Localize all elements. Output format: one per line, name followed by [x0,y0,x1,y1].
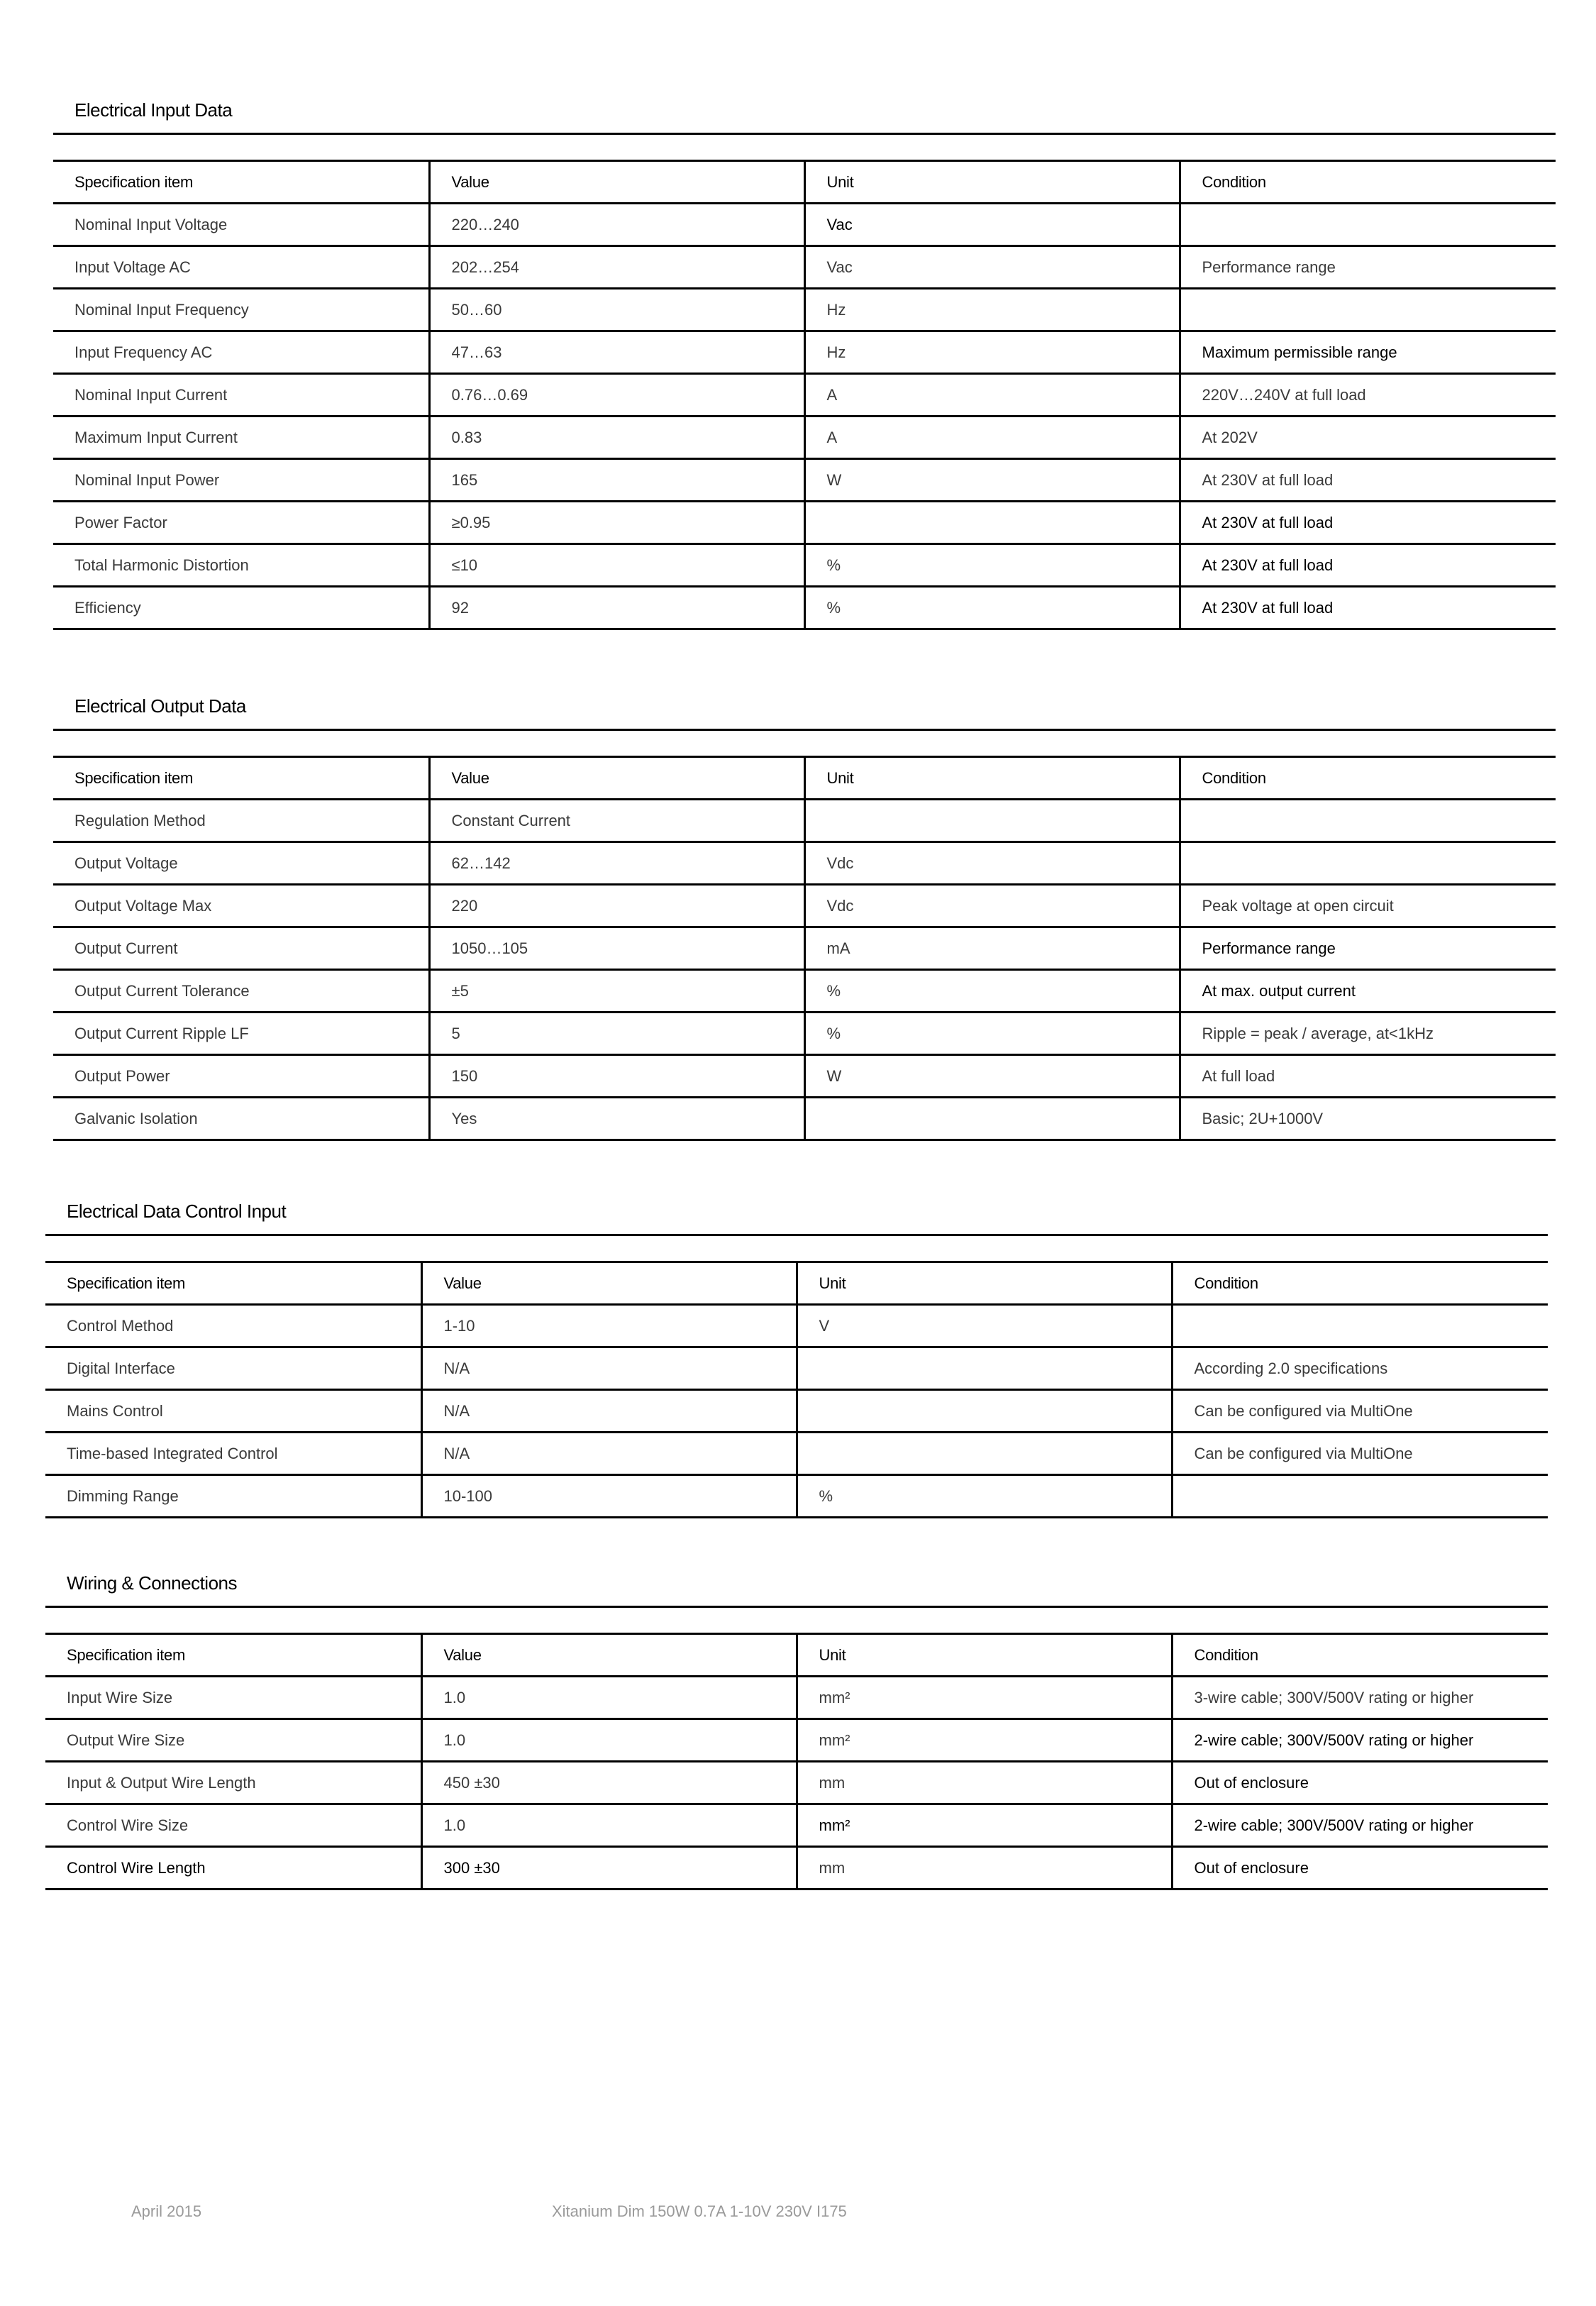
table-header-row [45,1262,1548,1305]
cell-value: 150 [429,1055,804,1098]
cell-item: Digital Interface [45,1347,421,1390]
cell-item: Input Frequency AC [53,331,429,374]
table-row [53,1055,1556,1098]
cell-condition: At full load [1180,1055,1556,1098]
cell-condition: Maximum permissible range [1180,331,1556,374]
cell-unit: mm² [797,1719,1172,1762]
cell-value: 0.83 [429,416,804,459]
header-value: Value [421,1634,797,1677]
header-spec-item: Specification item [53,161,429,204]
cell-condition: At 230V at full load [1180,587,1556,629]
cell-unit [804,800,1180,842]
table-row [53,970,1556,1013]
table-row [53,1013,1556,1055]
cell-condition: 3-wire cable; 300V/500V rating or higher [1172,1677,1548,1719]
cell-unit: A [804,374,1180,416]
title-divider [45,1234,1548,1236]
cell-condition: Out of enclosure [1172,1762,1548,1804]
table-row [45,1475,1548,1518]
header-spec-item: Specification item [45,1634,421,1677]
cell-condition [1172,1475,1548,1518]
footer-date: April 2015 [131,2202,202,2220]
footer-product-name: Xitanium Dim 150W 0.7A 1-10V 230V I175 [552,2202,847,2220]
cell-value: 1050…105 [429,927,804,970]
table-row [45,1347,1548,1390]
header-condition: Condition [1172,1262,1548,1305]
section-title: Electrical Input Data [74,99,233,121]
cell-item: Output Voltage Max [53,885,429,927]
cell-unit: % [804,587,1180,629]
cell-unit: Hz [804,289,1180,331]
header-condition: Condition [1172,1634,1548,1677]
cell-value: 1-10 [421,1305,797,1347]
spec-table-wiring [45,1633,1548,1890]
cell-unit: W [804,1055,1180,1098]
cell-condition [1180,842,1556,885]
cell-value: ±5 [429,970,804,1013]
table-header-row [45,1634,1548,1677]
cell-unit [804,1098,1180,1140]
cell-item: Nominal Input Current [53,374,429,416]
cell-condition: Out of enclosure [1172,1847,1548,1890]
cell-value: N/A [421,1433,797,1475]
cell-condition: Performance range [1180,246,1556,289]
cell-item: Control Wire Length [45,1847,421,1890]
cell-value: N/A [421,1347,797,1390]
table-row [53,374,1556,416]
table-row [45,1719,1548,1762]
cell-condition: At 230V at full load [1180,459,1556,502]
table-row [45,1305,1548,1347]
cell-item: Output Voltage [53,842,429,885]
table-row [45,1390,1548,1433]
cell-value: 202…254 [429,246,804,289]
table-row [53,246,1556,289]
spec-table-input [53,160,1556,630]
table-row [53,416,1556,459]
table-row [45,1847,1548,1890]
cell-item: Control Wire Size [45,1804,421,1847]
header-condition: Condition [1180,161,1556,204]
cell-item: Galvanic Isolation [53,1098,429,1140]
cell-value: ≤10 [429,544,804,587]
cell-condition: According 2.0 specifications [1172,1347,1548,1390]
cell-unit [797,1390,1172,1433]
cell-value: 47…63 [429,331,804,374]
cell-unit: Vac [804,204,1180,246]
cell-condition: 2-wire cable; 300V/500V rating or higher [1172,1719,1548,1762]
cell-item: Regulation Method [53,800,429,842]
cell-unit: % [804,970,1180,1013]
cell-condition [1172,1305,1548,1347]
cell-item: Nominal Input Voltage [53,204,429,246]
cell-unit: % [804,1013,1180,1055]
cell-item: Output Current Tolerance [53,970,429,1013]
cell-unit: mm [797,1847,1172,1890]
cell-unit: A [804,416,1180,459]
title-divider [53,133,1556,135]
section-title: Electrical Output Data [74,695,246,717]
table-row [53,544,1556,587]
cell-value: 300 ±30 [421,1847,797,1890]
header-spec-item: Specification item [45,1262,421,1305]
cell-item: Control Method [45,1305,421,1347]
spec-table-output [53,756,1556,1141]
cell-unit [804,502,1180,544]
cell-unit: % [804,544,1180,587]
cell-item: Maximum Input Current [53,416,429,459]
cell-condition: Ripple = peak / average, at<1kHz [1180,1013,1556,1055]
title-divider [45,1606,1548,1608]
cell-value: 5 [429,1013,804,1055]
header-value: Value [429,161,804,204]
cell-value: 450 ±30 [421,1762,797,1804]
cell-item: Total Harmonic Distortion [53,544,429,587]
cell-value: Constant Current [429,800,804,842]
cell-condition: Basic; 2U+1000V [1180,1098,1556,1140]
table-row [53,331,1556,374]
header-value: Value [429,757,804,800]
table-row [53,842,1556,885]
table-row [53,502,1556,544]
cell-unit: W [804,459,1180,502]
cell-condition: At 230V at full load [1180,502,1556,544]
cell-item: Dimming Range [45,1475,421,1518]
cell-item: Nominal Input Power [53,459,429,502]
cell-condition: At max. output current [1180,970,1556,1013]
header-condition: Condition [1180,757,1556,800]
cell-value: 62…142 [429,842,804,885]
table-header-row [53,757,1556,800]
cell-item: Input Voltage AC [53,246,429,289]
header-unit: Unit [804,161,1180,204]
cell-item: Nominal Input Frequency [53,289,429,331]
cell-item: Power Factor [53,502,429,544]
cell-value: 10-100 [421,1475,797,1518]
cell-condition: 2-wire cable; 300V/500V rating or higher [1172,1804,1548,1847]
cell-value: 165 [429,459,804,502]
cell-value: 220…240 [429,204,804,246]
cell-item: Output Wire Size [45,1719,421,1762]
cell-condition: Peak voltage at open circuit [1180,885,1556,927]
header-unit: Unit [804,757,1180,800]
table-row [45,1762,1548,1804]
header-unit: Unit [797,1262,1172,1305]
cell-condition [1180,204,1556,246]
cell-value: 0.76…0.69 [429,374,804,416]
table-row [53,800,1556,842]
cell-item: Output Current Ripple LF [53,1013,429,1055]
table-row [53,289,1556,331]
cell-value: Yes [429,1098,804,1140]
cell-value: 220 [429,885,804,927]
cell-condition: Performance range [1180,927,1556,970]
cell-condition: Can be configured via MultiOne [1172,1390,1548,1433]
cell-value: 50…60 [429,289,804,331]
table-row [53,885,1556,927]
cell-item: Input Wire Size [45,1677,421,1719]
section-title: Electrical Data Control Input [67,1201,287,1222]
table-row [53,1098,1556,1140]
cell-unit: Vac [804,246,1180,289]
section-title: Wiring & Connections [67,1572,237,1594]
cell-value: 1.0 [421,1677,797,1719]
table-row [53,587,1556,629]
cell-item: Efficiency [53,587,429,629]
header-spec-item: Specification item [53,757,429,800]
cell-value: 92 [429,587,804,629]
cell-item: Mains Control [45,1390,421,1433]
cell-condition [1180,800,1556,842]
cell-unit [797,1433,1172,1475]
spec-table-control [45,1261,1548,1518]
cell-unit: mm² [797,1677,1172,1719]
cell-value: ≥0.95 [429,502,804,544]
header-value: Value [421,1262,797,1305]
cell-condition: 220V…240V at full load [1180,374,1556,416]
cell-unit [797,1347,1172,1390]
table-row [53,927,1556,970]
table-row [45,1804,1548,1847]
cell-item: Time-based Integrated Control [45,1433,421,1475]
cell-condition: Can be configured via MultiOne [1172,1433,1548,1475]
table-header-row [53,161,1556,204]
table-row [45,1433,1548,1475]
cell-value: 1.0 [421,1804,797,1847]
cell-condition [1180,289,1556,331]
cell-condition: At 202V [1180,416,1556,459]
cell-unit: mm [797,1762,1172,1804]
table-row [45,1677,1548,1719]
cell-unit: Hz [804,331,1180,374]
title-divider [53,729,1556,731]
header-unit: Unit [797,1634,1172,1677]
cell-unit: mm² [797,1804,1172,1847]
cell-unit: Vdc [804,842,1180,885]
cell-item: Output Power [53,1055,429,1098]
cell-unit: mA [804,927,1180,970]
cell-unit: V [797,1305,1172,1347]
cell-unit: % [797,1475,1172,1518]
cell-item: Input & Output Wire Length [45,1762,421,1804]
cell-value: 1.0 [421,1719,797,1762]
table-row [53,459,1556,502]
cell-item: Output Current [53,927,429,970]
cell-value: N/A [421,1390,797,1433]
cell-condition: At 230V at full load [1180,544,1556,587]
cell-unit: Vdc [804,885,1180,927]
table-row [53,204,1556,246]
